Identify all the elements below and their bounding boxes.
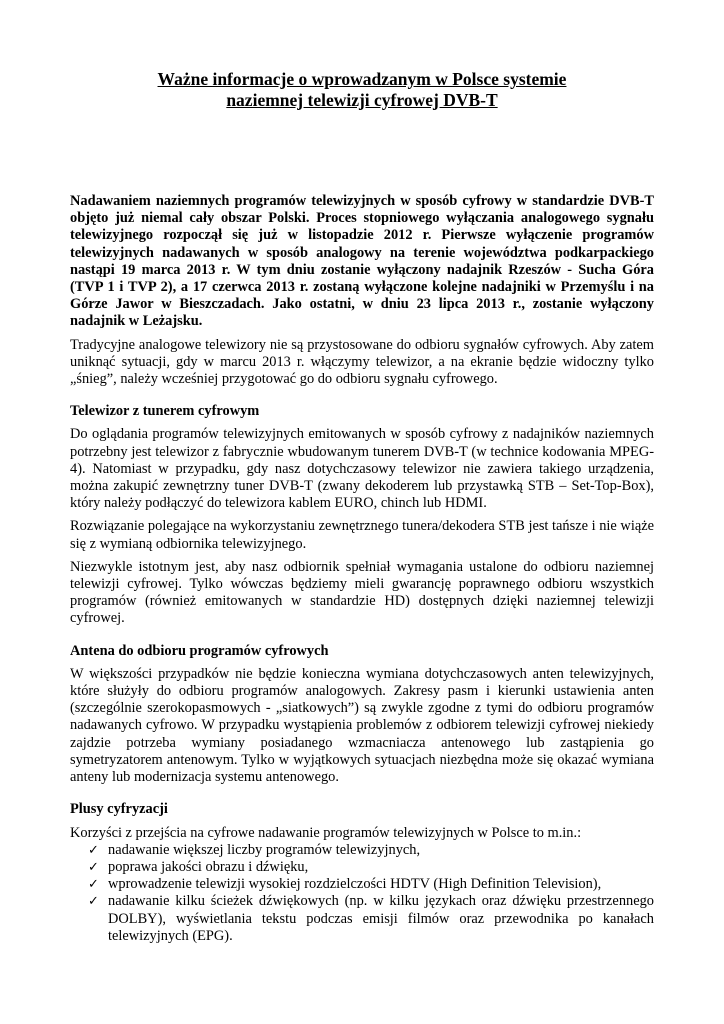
list-item (88, 859, 654, 876)
list-item-text: nadawanie większej liczby programów telewizyjnych, (108, 841, 421, 858)
checkmark-icon: ✓ (88, 859, 99, 875)
tuner-paragraph-3: Niezwykle istotnym jest, aby nasz odbiornik spełniał wymagania ustalone do odbioru naziemnej telewizji cyfrowej. Tylko wówczas będziemy mieli gwarancję poprawnego odbioru wszystkich programów (również emitowanych w standardzie HD) dostępnych dzięki naziemnej telewizji cyfrowej. (70, 558, 654, 627)
benefits-list (70, 842, 654, 945)
checkmark-icon: ✓ (88, 894, 99, 910)
checkmark-icon: ✓ (88, 877, 99, 893)
title-line-2: naziemnej telewizji cyfrowej DVB-T (226, 90, 498, 110)
title-line-1: Ważne informacje o wprowadzanym w Polsce systemie (157, 69, 567, 89)
tuner-paragraph-1: Do oglądania programów telewizyjnych emitowanych w sposób cyfrowy z nadajników naziemnych potrzebny jest telewizor z fabrycznie wbudowanym tunerem DVB-T (w technice kodowania MPEG-4). Natomiast w przypadku, gdy nasz dotychczasowy telewizor nie zawiera takiego urządzenia, można zakupić zewnętrzny tuner DVB-T (zwany dekoderem lub przystawką STB – Set-Top-Box), który należy podłączyć do telewizora kablem EURO, chinch lub HDMI. (70, 426, 654, 512)
list-item (88, 876, 654, 893)
tuner-paragraph-2: Rozwiązanie polegające na wykorzystaniu zewnętrznego tunera/dekodera STB jest tańsze i nie wiąże się z wymianą odbiornika telewizyjnego. (70, 518, 654, 552)
list-item-text: wprowadzenie telewizji wysokiej rozdzielczości HDTV (High Definition Television), (108, 876, 602, 893)
document-title (70, 69, 654, 111)
list-item-text: nadawanie kilku ścieżek dźwiękowych (np. w kilku językach oraz dźwięku przestrzennego DOLBY), wyświetlania tekstu podczas emisji filmów oraz przewodnika po kanałach telewizyjnych (EPG). (108, 893, 654, 944)
benefits-intro: Korzyści z przejścia na cyfrowe nadawanie programów telewizyjnych w Polsce to m.in.: (70, 824, 582, 841)
intro-paragraph: Tradycyjne analogowe telewizory nie są przystosowane do odbioru sygnałów cyfrowych. Aby zatem uniknąć sytuacji, gdy w marcu 2013 r. włączymy telewizor, a na ekranie będzie widoczny tylko „śnieg”, należy wcześniej przygotować go do odbioru sygnału cyfrowego. (70, 336, 654, 388)
section-heading-tuner: Telewizor z tunerem cyfrowym (70, 403, 260, 420)
antenna-paragraph: W większości przypadków nie będzie konieczna wymiana dotychczasowych anten telewizyjnych, które służyły do odbioru programów analogowych. Zakresy pasm i kierunki ustawienia anten (szczególnie szerokopasmowych - „siatkowych”) są zwykle zgodne z tymi do odbioru programów nadawanych cyfrowo. W przypadku wystąpienia problemów z odbiorem telewizji cyfrowej niekiedy zajdzie potrzeba wymiany posiadanego wzmacniacza antenowego lub zastąpienia go symetryzatorem antenowym. Tylko w wyjątkowych sytuacjach niezbędna może się okazać wymiana anteny lub modernizacja systemu antenowego. (70, 665, 654, 786)
section-heading-antenna: Antena do odbioru programów cyfrowych (70, 642, 329, 659)
list-item (88, 842, 654, 859)
list-item-text: poprawa jakości obrazu i dźwięku, (108, 858, 309, 875)
section-heading-benefits: Plusy cyfryzacji (70, 801, 168, 818)
list-item (88, 893, 654, 945)
checkmark-icon: ✓ (88, 842, 99, 858)
lead-paragraph: Nadawaniem naziemnych programów telewizyjnych w sposób cyfrowy w standardzie DVB-T objęto już niemal cały obszar Polski. Proces stopniowego wyłączania analogowego sygnału telewizyjnego rozpoczął się już w listopadzie 2012 r. Pierwsze wyłączenie programów telewizyjnych nadawanych w sposób analogowy na terenie województwa podkarpackiego nastąpi 19 marca 2013 r. W tym dniu zostanie wyłączony nadajnik Rzeszów - Sucha Góra (TVP 1 i TVP 2), a 17 czerwca 2013 r. zostaną wyłączone kolejne nadajniki w Przemyślu i na Górze Jawor w Bieszczadach. Jako ostatni, w dniu 23 lipca 2013 r., zostanie wyłączony nadajnik w Leżajsku. (70, 193, 654, 330)
